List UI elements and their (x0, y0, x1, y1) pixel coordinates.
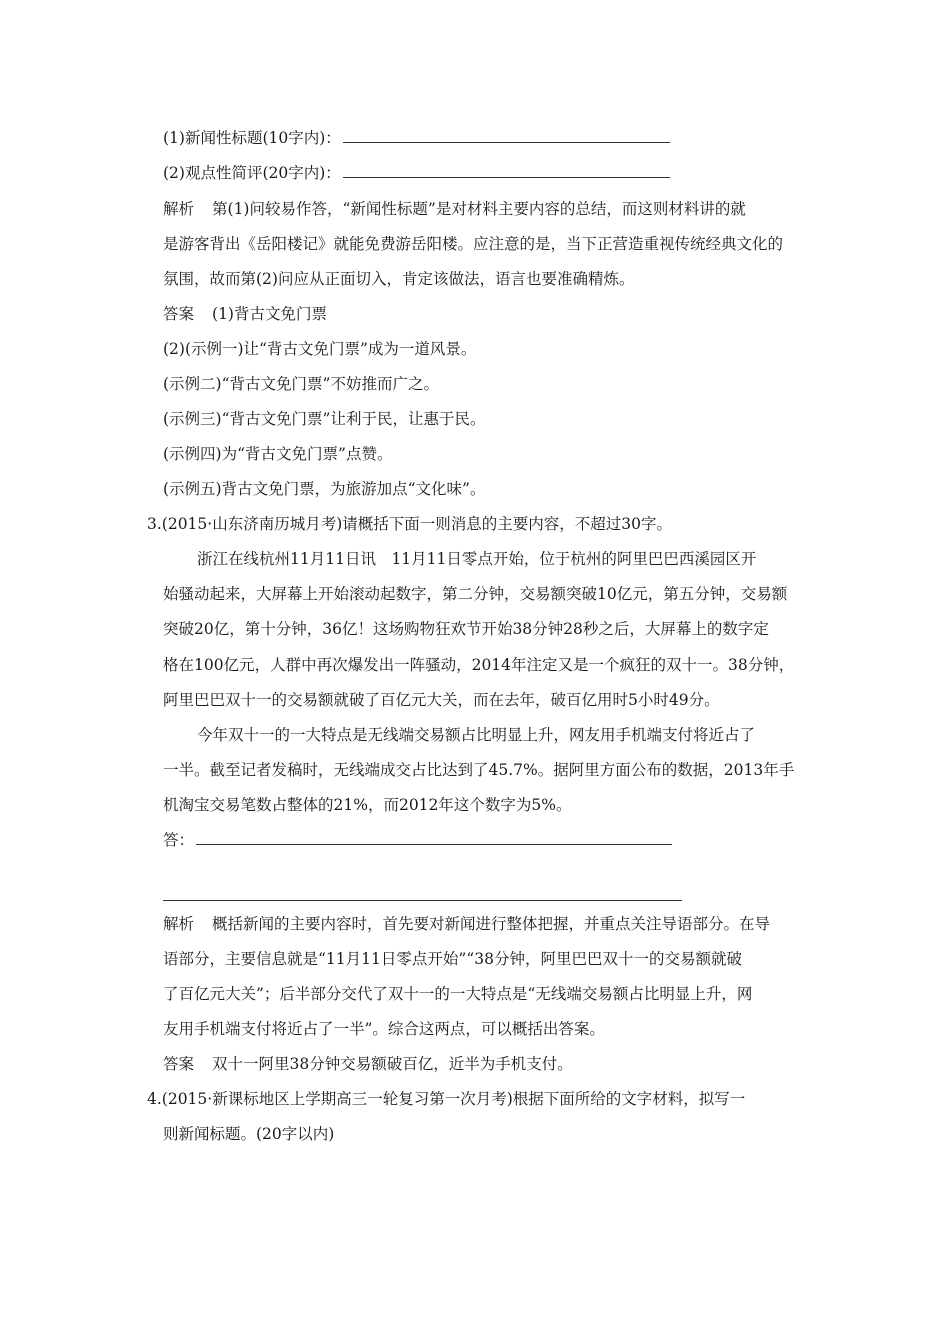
q3-analysis-line-3: 了百亿元大关”；后半部分交代了双十一的一大特点是“无线端交易额占比明显上升，网 (163, 985, 753, 1003)
q3-answer-line (163, 1054, 573, 1074)
q2-item1 (163, 128, 670, 148)
q2-answer-line-6: (示例五)背古文免门票，为旅游加点“文化味”。 (163, 480, 486, 498)
q2-answer-tag: 答案 (163, 305, 195, 323)
q3-analysis-text-1: 概括新闻的主要内容时，首先要对新闻进行整体把握，并重点关注导语部分。在导 (212, 915, 771, 933)
q3-answer-tag: 答案 (163, 1055, 195, 1073)
q3-p1-line-5: 阿里巴巴双十一的交易额就破了百亿元大关，而在去年，破百亿用时5小时49分。 (163, 691, 720, 709)
q3-title: 3.(2015·山东济南历城月考)请概括下面一则消息的主要内容，不超过30字。 (147, 515, 672, 533)
q3-p1-line-3: 突破20亿，第十分钟，36亿！这场购物狂欢节开始38分钟28秒之后，大屏幕上的数字定 (163, 620, 769, 638)
q2-answer-line-1 (163, 304, 327, 324)
q2-analysis-tag: 解析 (163, 200, 195, 218)
q2-analysis-text-1: 第(1)问较易作答，“新闻性标题”是对材料主要内容的总结，而这则材料讲的就 (212, 200, 746, 218)
q3-p1-line-1: 浙江在线杭州11月11日讯 11月11日零点开始，位于杭州的阿里巴巴西溪园区开 (197, 550, 757, 568)
q2-answer-line-2: (2)(示例一)让“背古文免门票”成为一道风景。 (163, 340, 477, 358)
q3-analysis-line-1 (163, 914, 770, 934)
q2-analysis-line-3: 氛围，故而第(2)问应从正面切入，肯定该做法，语言也要准确精炼。 (163, 270, 635, 288)
q3-p1-line-2: 始骚动起来，大屏幕上开始滚动起数字，第二分钟，交易额突破10亿元，第五分钟，交易额 (163, 585, 788, 603)
q2-answer-line-3: (示例二)“背古文免门票”不妨推而广之。 (163, 375, 439, 393)
q3-answer-prompt (163, 830, 672, 850)
q2-item1-blank[interactable] (343, 141, 670, 143)
q2-item1-label: (1)新闻性标题(10字内)： (163, 129, 341, 147)
q3-p2-line-3: 机淘宝交易笔数占整体的21%，而2012年这个数字为5%。 (163, 796, 572, 814)
q3-p2-line-1: 今年双十一的一大特点是无线端交易额占比明显上升，网友用手机端支付将近占了 (197, 726, 756, 744)
q2-analysis-line-2: 是游客背出《岳阳楼记》就能免费游岳阳楼。应注意的是，当下正营造重视传统经典文化的 (163, 235, 784, 253)
q4-title-line-2: 则新闻标题。(20字以内) (163, 1125, 335, 1143)
q3-answer-blank-2[interactable] (163, 900, 682, 901)
q2-item2 (163, 163, 670, 183)
q2-answer-line-5: (示例四)为“背古文免门票”点赞。 (163, 445, 393, 463)
q3-analysis-tag: 解析 (163, 915, 195, 933)
q3-p2-line-2: 一半。截至记者发稿时，无线端成交占比达到了45.7%。据阿里方面公布的数据，2013年手 (163, 761, 795, 779)
q3-answer-text: 双十一阿里38分钟交易额破百亿，近半为手机支付。 (212, 1055, 573, 1073)
q2-answer-text-1: (1)背古文免门票 (212, 305, 327, 323)
q3-answer-prompt-label: 答： (163, 831, 195, 849)
q4-title-line-1: 4.(2015·新课标地区上学期高三一轮复习第一次月考)根据下面所给的文字材料，拟写一 (147, 1090, 746, 1108)
q2-item2-blank[interactable] (343, 176, 670, 178)
q2-answer-line-4: (示例三)“背古文免门票”让利于民，让惠于民。 (163, 410, 486, 428)
q3-p1-line-4: 格在100亿元，人群中再次爆发出一阵骚动，2014年注定又是一个疯狂的双十一。38分钟， (163, 656, 795, 674)
q3-analysis-line-4: 友用手机端支付将近占了一半”。综合这两点，可以概括出答案。 (163, 1020, 605, 1038)
q3-analysis-line-2: 语部分，主要信息就是“11月11日零点开始”“38分钟，阿里巴巴双十一的交易额就破 (163, 950, 742, 968)
q2-item2-label: (2)观点性简评(20字内)： (163, 164, 341, 182)
q3-answer-blank-1[interactable] (196, 843, 672, 845)
q2-analysis-line-1 (163, 199, 746, 219)
